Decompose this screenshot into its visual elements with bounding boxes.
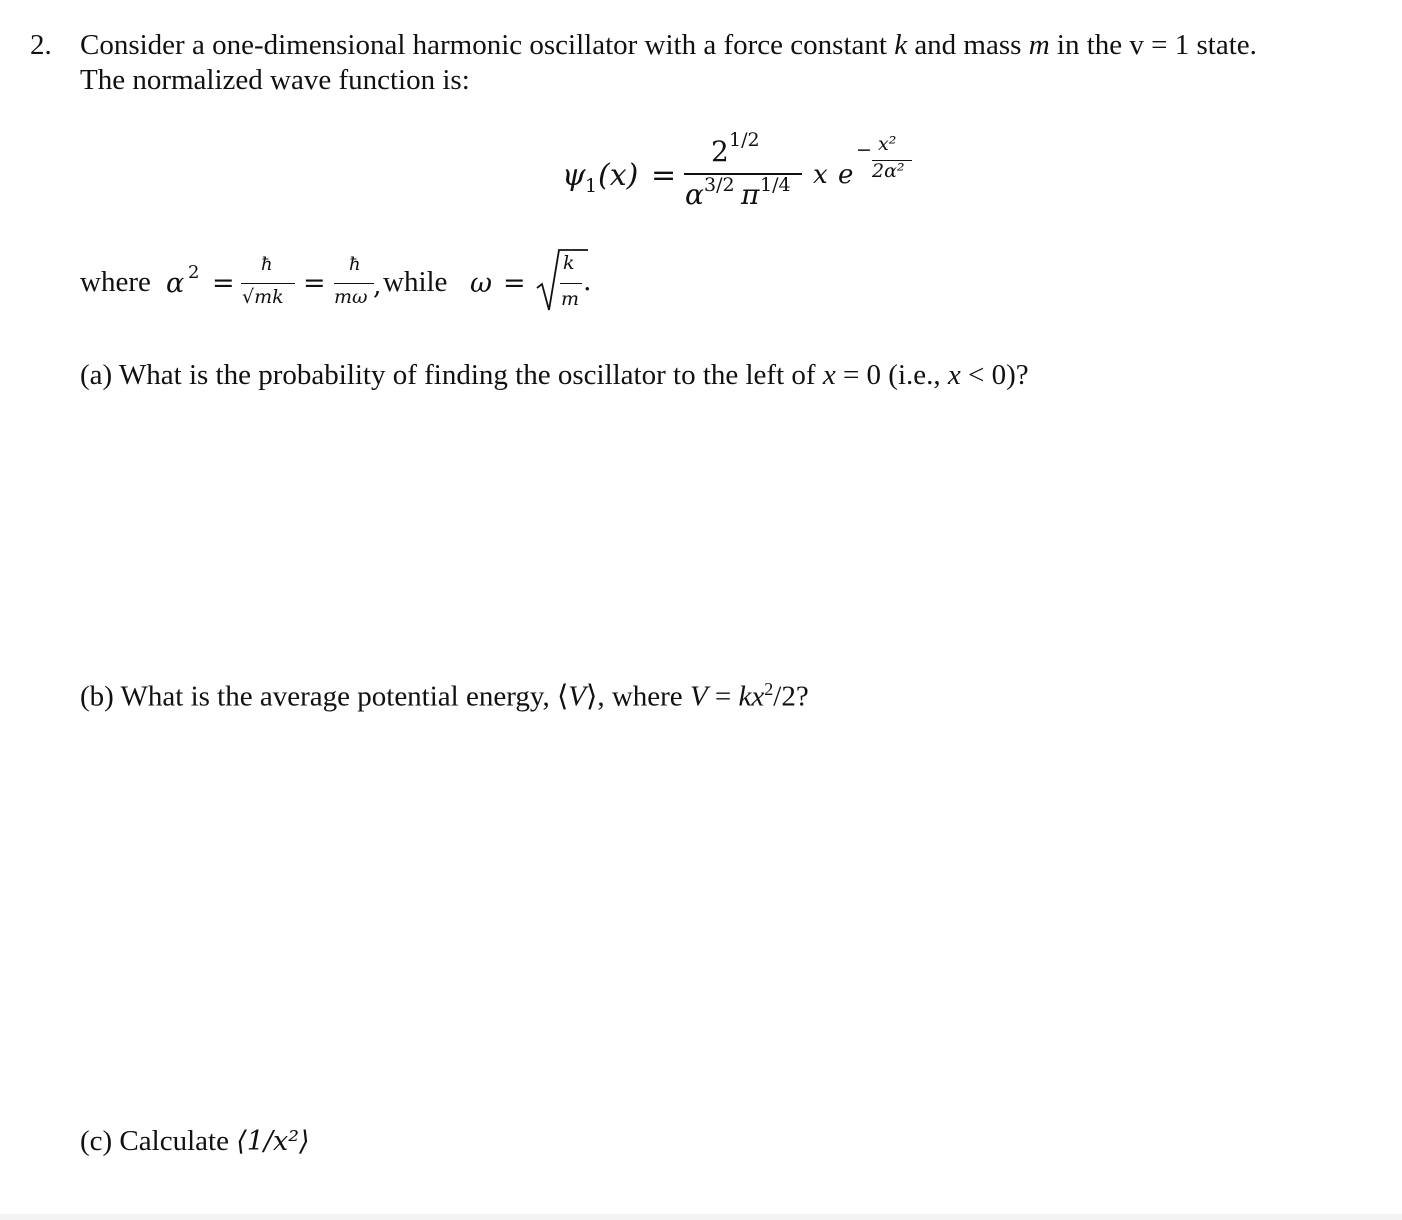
x-factor: x — [813, 160, 828, 190]
def-hbar-1: ħ — [261, 254, 273, 275]
def-fraction-bar-2 — [334, 283, 374, 284]
part-c-text: (c) Calculate — [80, 1125, 237, 1157]
part-a-text: (a) What is the probability of finding the oscillator to the left of — [80, 359, 823, 391]
equals-sign: = — [651, 158, 677, 193]
numerator-base: 2 — [711, 135, 729, 168]
exponent-denominator: 2α² — [872, 160, 905, 182]
def-fraction-bar-1 — [241, 283, 295, 284]
def-hbar-2: ħ — [349, 254, 361, 275]
intro-text-a: Consider a one-dimensional harmonic oscillator with a force constant — [80, 29, 895, 61]
psi-symbol: ψ — [562, 158, 586, 193]
denominator-alpha-exponent: 3/2 — [704, 174, 735, 196]
denominator-pi: π — [741, 178, 760, 211]
intro-m: m — [1028, 29, 1050, 61]
intro-k: k — [894, 29, 908, 61]
part-a-mid: = 0 (i.e., — [835, 359, 948, 391]
exponent-minus: − — [856, 139, 872, 161]
def-alpha: α — [166, 268, 185, 299]
def-sqrt-mk: √mk — [242, 286, 284, 308]
def-m: m — [561, 288, 580, 310]
denominator-pi-exponent: 1/4 — [760, 174, 791, 196]
psi-argument: (x) — [598, 158, 639, 193]
part-a-x2: x — [947, 359, 961, 391]
part-c — [80, 1123, 310, 1160]
def-comma: , — [373, 270, 382, 301]
part-a — [80, 357, 1029, 393]
part-c-expression: ⟨1/x²⟩ — [236, 1126, 310, 1157]
part-b-kx: kx — [738, 680, 765, 713]
def-alpha-exponent: 2 — [188, 262, 200, 283]
page-bottom-edge — [0, 1214, 1402, 1220]
def-equals-3: = — [503, 268, 526, 299]
part-b — [80, 671, 809, 715]
exponential-e: e — [838, 160, 854, 190]
part-b-text-d: /2? — [773, 680, 809, 713]
def-equals-1: = — [212, 268, 235, 299]
part-b-V1: V — [568, 680, 587, 713]
def-equals-2: = — [303, 268, 326, 299]
part-a-end: < 0)? — [960, 359, 1029, 391]
def-fraction-bar-3 — [560, 283, 582, 284]
question-intro-line1 — [80, 27, 1257, 63]
def-k: k — [563, 252, 575, 274]
while-text: while — [383, 266, 448, 298]
part-b-text-b: ⟩, where — [586, 680, 690, 713]
exponent-numerator: x² — [878, 133, 897, 155]
def-period: . — [583, 266, 592, 297]
where-text: where — [80, 266, 151, 298]
numerator-exponent: 1/2 — [729, 129, 760, 151]
part-b-exponent: 2 — [764, 679, 774, 699]
denominator-alpha: α — [685, 178, 704, 211]
part-b-text-c: = — [707, 680, 739, 713]
intro-text-b: and mass — [907, 29, 1029, 61]
def-omega: ω — [470, 268, 493, 299]
def-m-omega: mω — [334, 286, 368, 308]
part-b-V2: V — [689, 680, 708, 713]
part-b-text-a: (b) What is the average potential energy, ⟨ — [80, 680, 569, 713]
intro-text-c: in the v = 1 state. — [1049, 29, 1257, 61]
psi-subscript: 1 — [585, 175, 598, 197]
question-intro-line2: The normalized wave function is: — [80, 64, 470, 96]
question-number: 2. — [30, 29, 52, 61]
part-a-x1: x — [822, 359, 836, 391]
